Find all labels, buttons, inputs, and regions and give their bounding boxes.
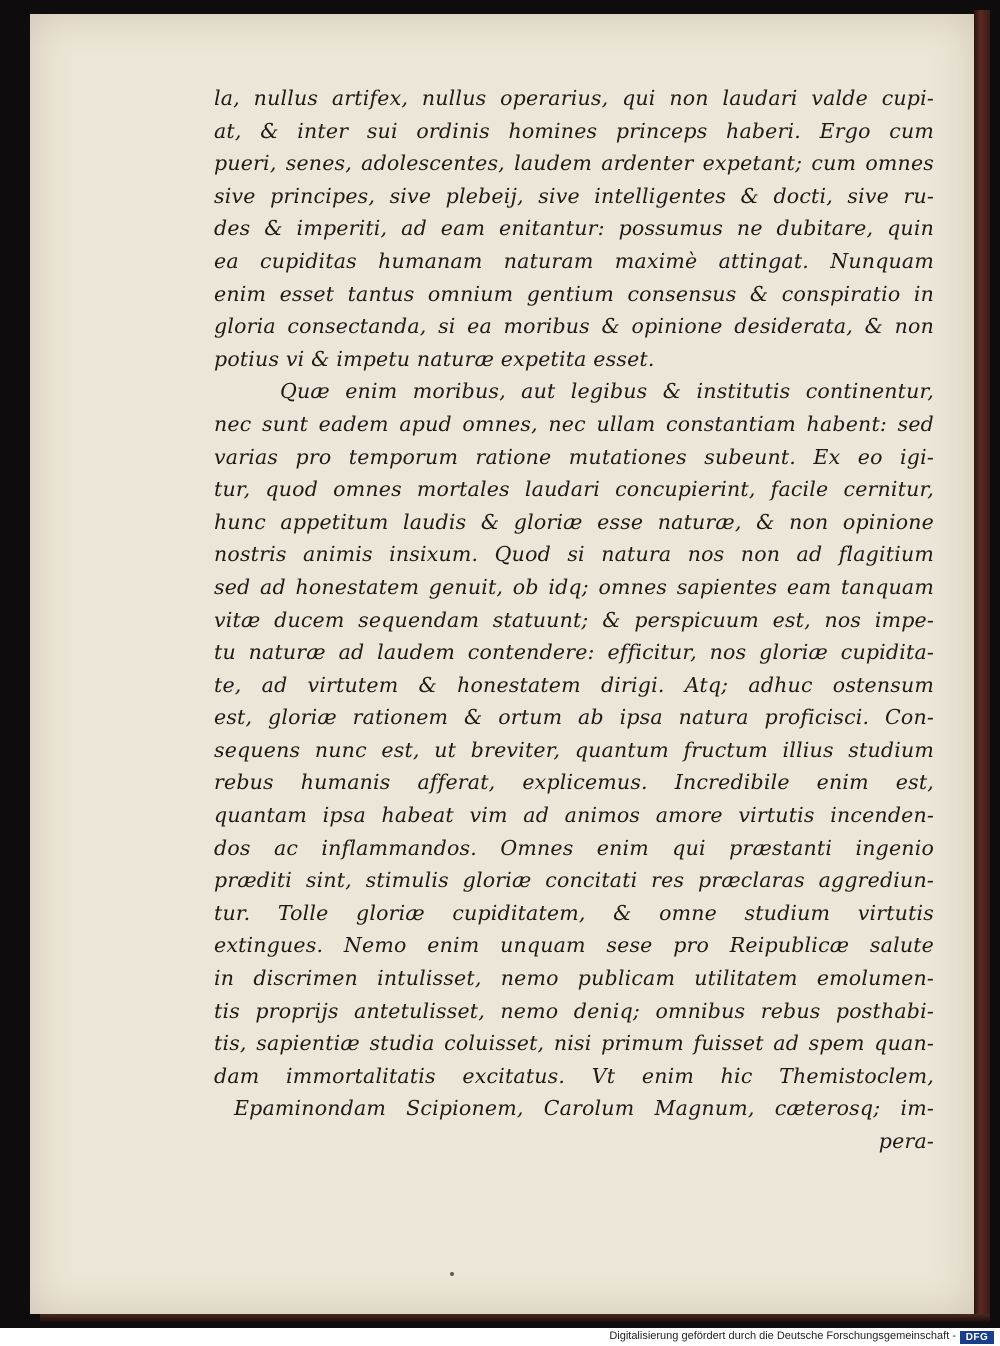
paper-speck <box>450 1272 454 1276</box>
text-line: tur. Tolle gloriæ cupiditatem, & omne studium virtutis <box>214 900 934 925</box>
text-line: hunc appetitum laudis & gloriæ esse naturæ, & non opinione <box>214 509 934 534</box>
text-line: rebus humanis afferat, explicemus. Incredibile enim est, <box>214 770 934 795</box>
text-line: est, gloriæ rationem & ortum ab ipsa natura proficisci. Con- <box>214 705 934 730</box>
text-line: tis, sapientiæ studia coluisset, nisi primum fuisset ad spem quan- <box>214 1031 934 1056</box>
text-line: des & imperiti, ad eam enitantur: possumus ne dubitare, quin <box>214 216 934 241</box>
text-line: te, ad virtutem & honestatem dirigi. Atq; adhuc ostensum <box>214 672 934 697</box>
text-line: dos ac inflammandos. Omnes enim qui præstanti ingenio <box>214 835 934 860</box>
text-line: la, nullus artifex, nullus operarius, qui non laudari valde cupi- <box>214 86 934 110</box>
text-line: dam immortalitatis excitatus. Vt enim hic Themistoclem, <box>214 1063 934 1088</box>
text-line: tur, quod omnes mortales laudari concupierint, facile cernitur, <box>214 477 934 502</box>
text-line: vitæ ducem sequendam statuunt; & perspicuum est, nos impe- <box>214 607 934 632</box>
footer-credit: Digitalisierung gefördert durch die Deutsche Forschungsgemeinschaft - <box>609 1330 956 1342</box>
paragraph-start-line: Quæ enim moribus, aut legibus & institutis continentur, <box>280 379 934 404</box>
text-line: in discrimen intulisset, nemo publicam utilitatem emolumen- <box>214 966 934 991</box>
text-line: enim esset tantus omnium gentium consensus & conspiratio in <box>214 281 934 306</box>
text-line: præditi sint, stimulis gloriæ concitati res præclaras aggrediun- <box>214 868 934 893</box>
text-line: gloria consectanda, si ea moribus & opinione desiderata, & non <box>214 314 934 339</box>
text-line: sive principes, sive plebeij, sive intelligentes & docti, sive ru- <box>214 183 934 208</box>
text-line: tis proprijs antetulisset, nemo deniq; omnibus rebus posthabi- <box>214 998 934 1023</box>
text-line: pueri, senes, adolescentes, laudem ardenter expetant; cum omnes <box>214 151 934 176</box>
text-line: sed ad honestatem genuit, ob idq; omnes sapientes eam tanquam <box>214 574 934 599</box>
book-edge-bottom <box>40 1314 990 1322</box>
text-line: nec sunt eadem apud omnes, nec ullam constantiam habent: sed <box>214 411 934 436</box>
page-text <box>214 82 934 1158</box>
book-edge <box>974 10 990 1318</box>
text-line: tu naturæ ad laudem contendere: efficitur, nos gloriæ cupidita- <box>214 640 934 665</box>
footer-bar <box>0 1328 1000 1346</box>
dfg-logo-icon: DFG <box>960 1331 994 1344</box>
text-line: varias pro temporum ratione mutationes subeunt. Ex eo igi- <box>214 444 934 469</box>
text-line: potius vi & impetu naturæ expetita esset. <box>214 346 655 371</box>
text-line: extingues. Nemo enim unquam sese pro Reipublicæ salute <box>214 933 934 958</box>
text-line: quantam ipsa habeat vim ad animos amore virtutis incenden- <box>214 803 934 828</box>
text-line: Epaminondam Scipionem, Carolum Magnum, cæterosq; im- <box>234 1096 934 1121</box>
text-line: sequens nunc est, ut breviter, quantum fructum illius studium <box>214 737 934 762</box>
text-line: ea cupiditas humanam naturam maximè attingat. Nunquam <box>214 248 934 273</box>
catchword: pera- <box>878 1129 934 1153</box>
text-line: nostris animis insixum. Quod si natura nos non ad flagitium <box>214 542 934 567</box>
text-line: at, & inter sui ordinis homines princeps haberi. Ergo cum <box>214 118 934 143</box>
